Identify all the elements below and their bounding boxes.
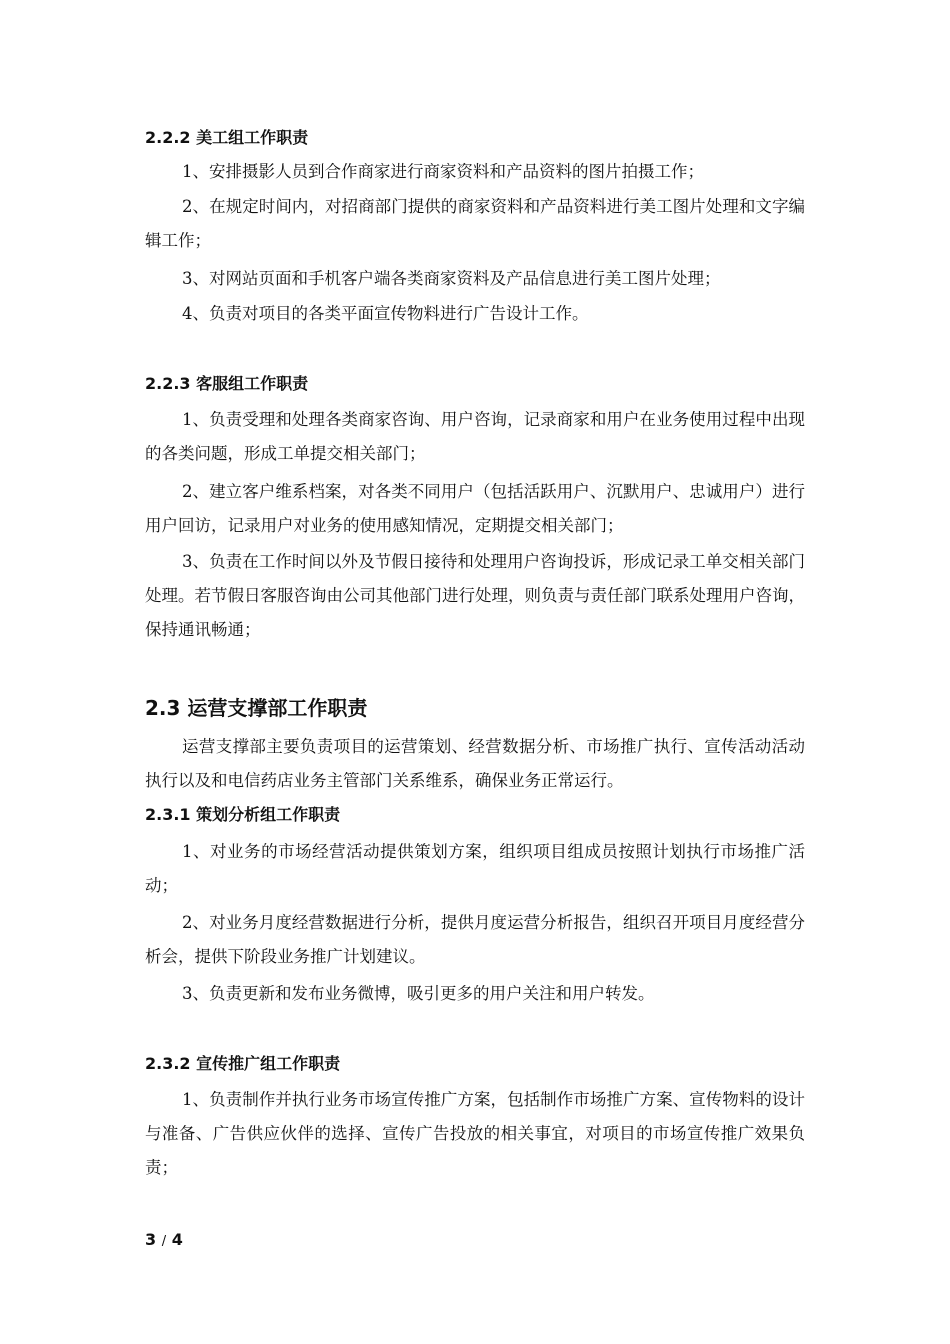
paragraph-2-3-1-item-1: 1、对业务的市场经营活动提供策划方案，组织项目组成员按照计划执行市场推广活动；	[145, 842, 805, 895]
paragraph-2-3-intro: 运营支撑部主要负责项目的运营策划、经营数据分析、市场推广执行、宣传活动活动执行以及和电信药店业务主管部门关系维系，确保业务正常运行。	[145, 737, 805, 790]
page-separator: /	[161, 1234, 167, 1249]
heading-2-2-3: 2.2.3 客服组工作职责	[145, 374, 309, 393]
paragraph-2-3-2-item-1: 1、负责制作并执行业务市场宣传推广方案，包括制作市场推广方案、宣传物料的设计与准备、广告供应伙伴的选择、宣传广告投放的相关事宜，对项目的市场宣传推广效果负责；	[145, 1090, 805, 1177]
heading-2-2-2: 2.2.2 美工组工作职责	[145, 128, 309, 147]
paragraph-2-3-1-item-2: 2、对业务月度经营数据进行分析，提供月度运营分析报告，组织召开项目月度经营分析会，提供下阶段业务推广计划建议。	[145, 913, 805, 966]
paragraph-2-2-3-item-3: 3、负责在工作时间以外及节假日接待和处理用户咨询投诉，形成记录工单交相关部门处理。若节假日客服咨询由公司其他部门进行处理，则负责与责任部门联系处理用户咨询，保持通讯畅通；	[145, 552, 805, 639]
paragraph-2-3-1-item-3: 3、负责更新和发布业务微博，吸引更多的用户关注和用户转发。	[182, 984, 655, 1003]
page-total: 4	[171, 1230, 183, 1249]
heading-2-3-2: 2.3.2 宣传推广组工作职责	[145, 1054, 341, 1073]
paragraph-2-2-2-item-4: 4、负责对项目的各类平面宣传物料进行广告设计工作。	[182, 304, 589, 323]
heading-2-3-1: 2.3.1 策划分析组工作职责	[145, 805, 341, 824]
paragraph-2-2-2-item-2: 2、在规定时间内，对招商部门提供的商家资料和产品资料进行美工图片处理和文字编辑工作；	[145, 197, 805, 250]
paragraph-2-2-3-item-1: 1、负责受理和处理各类商家咨询、用户咨询，记录商家和用户在业务使用过程中出现的各类问题，形成工单提交相关部门；	[145, 410, 805, 463]
paragraph-2-2-2-item-3: 3、对网站页面和手机客户端各类商家资料及产品信息进行美工图片处理；	[182, 269, 721, 288]
heading-2-3: 2.3 运营支撑部工作职责	[145, 696, 368, 720]
paragraph-2-2-2-item-1: 1、安排摄影人员到合作商家进行商家资料和产品资料的图片拍摄工作；	[182, 162, 704, 181]
paragraph-2-2-3-item-2: 2、建立客户维系档案，对各类不同用户（包括活跃用户、沉默用户、忠诚用户）进行用户回访，记录用户对业务的使用感知情况，定期提交相关部门；	[145, 482, 805, 535]
page-current: 3	[145, 1230, 157, 1249]
page-number	[145, 1230, 183, 1252]
